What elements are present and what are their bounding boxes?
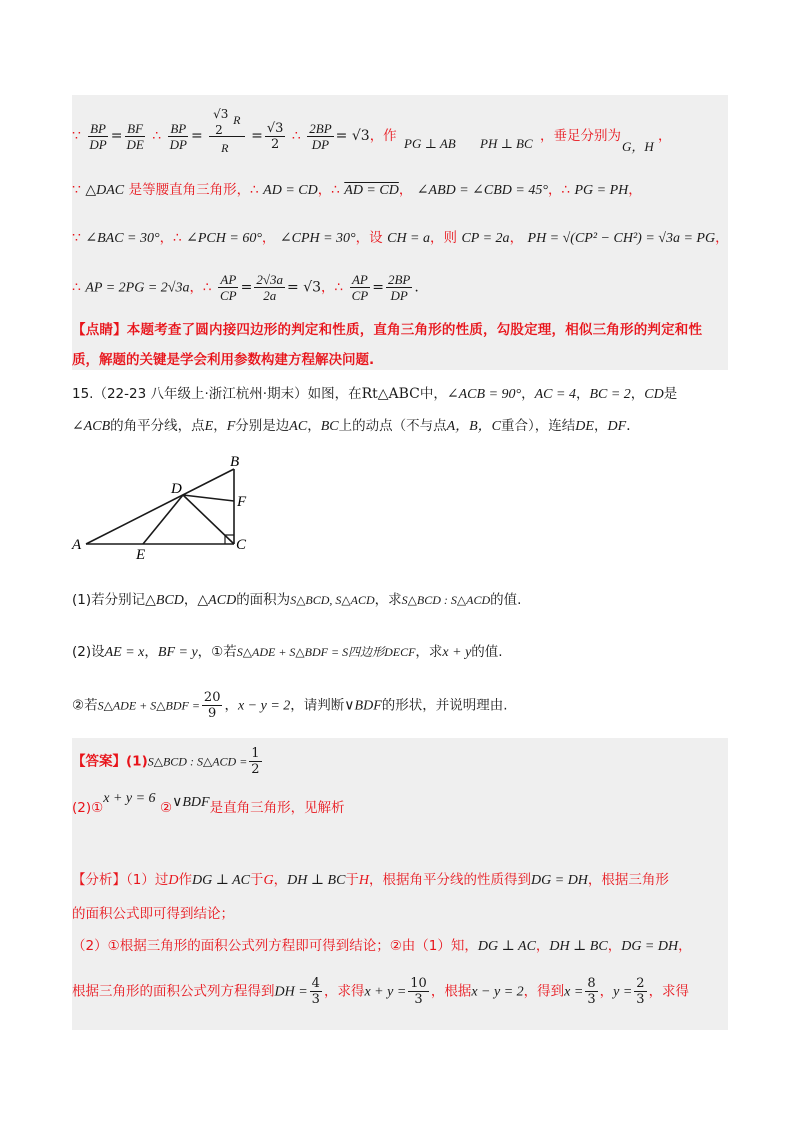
seg-df-line: [183, 495, 234, 501]
area-ratio: S△BCD : S△ACD =: [147, 754, 248, 769]
x-eq: x =: [564, 984, 584, 1000]
points-gh: G，H: [622, 139, 654, 154]
text-foot: ，垂足分别为: [540, 128, 621, 144]
problem-line-1: [72, 384, 677, 405]
text: ②若: [72, 697, 98, 714]
label-b: B: [230, 454, 240, 470]
cd: CD: [644, 387, 664, 402]
solution-line-2: [72, 180, 642, 201]
solution-line-4: ∴ AP = 2PG = 2√3a，∴ $\frac{AP}{CP}$ = $\frac{2√3a}{2a}$ = √3，∴ $\frac{AP}{CP}$ = $\frac{2BP}{DP}$ .: [72, 272, 419, 303]
text-zuo: ，作: [369, 128, 397, 144]
text: ，: [213, 418, 227, 434]
text: ，: [628, 182, 642, 198]
eq-sqrt3: = √3: [335, 128, 370, 144]
ap-eq: AP = 2PG = 2√3a: [85, 280, 190, 296]
cp-eq: CP = 2a: [461, 231, 510, 246]
y-eq: y =: [613, 984, 633, 1000]
text: ，求得: [648, 983, 690, 1000]
frac-den: DP: [169, 136, 187, 152]
r-letter: R: [233, 113, 241, 127]
text: ，∴: [159, 230, 182, 246]
text: 的值.: [471, 644, 503, 660]
text: ，: [535, 938, 550, 954]
angle-cph: ∠CPH = 30°: [279, 231, 356, 246]
text: (2)①: [72, 800, 104, 816]
text: ，: [183, 592, 198, 608]
two: 2: [215, 123, 223, 137]
text: ，∴: [317, 182, 340, 198]
therefore-symbol: ∴: [72, 279, 81, 296]
label-f: F: [237, 494, 247, 510]
text: ，根据三角形: [587, 872, 669, 888]
text: 于: [250, 872, 264, 888]
text: ，: [607, 938, 622, 954]
text: 中，: [419, 386, 447, 402]
point: G: [263, 873, 274, 888]
ch-eq-a: CH = a: [387, 231, 431, 246]
analysis-line-3: [72, 936, 692, 957]
frac-den: 3: [636, 992, 645, 1007]
area-ratio: S△BCD : S△ACD: [401, 593, 491, 607]
text: 的值.: [490, 592, 522, 608]
comment-line-1: 【点睛】本题考查了圆内接四边形的判定和性质，直角三角形的性质，勾股定理，相似三角形的判定和性: [72, 322, 703, 338]
label-d: D: [171, 481, 182, 497]
point-f: F: [226, 419, 236, 434]
analysis-line-2: 的面积公式即可得到结论；: [72, 906, 234, 922]
text: ，设: [355, 230, 383, 246]
analysis-line-1: [72, 870, 669, 891]
point-e: E: [204, 419, 214, 434]
problem-number: 15.（22-23 八年级上·浙江杭州·期末）如图，在: [72, 386, 362, 402]
point: D: [168, 873, 179, 888]
tri-bdf: ∨BDF: [344, 698, 382, 714]
comment-line-2: 质，解题的关键是学会利用参数构建方程解决问题.: [72, 352, 375, 368]
dg-perp-ac: DG ⊥ AC: [477, 939, 536, 954]
frac-num: 2BP: [309, 120, 332, 136]
frac-num: BP: [90, 120, 106, 136]
text: 的形状，并说明理由.: [381, 697, 508, 714]
pg-perp-ab: PG ⊥ AB: [404, 136, 456, 151]
answer-tag: 【答案】(1): [72, 753, 148, 770]
seg-de-line: [143, 495, 183, 544]
frac-num: 8: [587, 976, 596, 991]
text: ，求得: [323, 983, 365, 1000]
text: 上的动点（不与点: [338, 418, 447, 434]
text: ，根据角平分线的性质得到: [369, 872, 532, 888]
text: 【分析】（1）过: [72, 872, 169, 888]
nested-fraction: [207, 107, 251, 155]
bf-eq-y: BF = y: [157, 645, 198, 660]
text: ②: [160, 800, 173, 816]
tri-dac: △DAC: [85, 183, 125, 198]
r-den: R: [221, 141, 229, 155]
ph-perp-bc: PH ⊥ BC: [480, 136, 533, 151]
angle-bac: ∠BAC = 30°: [85, 231, 160, 246]
frac-den: 3: [311, 992, 320, 1007]
x-plus-y-eq: x + y = 6: [103, 791, 156, 806]
tri-bdf: ∨BDF: [172, 795, 210, 810]
side-ac: AC: [289, 419, 308, 434]
text: ，根据: [430, 983, 472, 1000]
text: ，∴: [547, 182, 571, 198]
ph-eq: PH = √(CP² − CH²) = √3a = PG: [527, 231, 716, 246]
dh-eq: DH =: [274, 984, 308, 1000]
text: 是: [663, 386, 678, 402]
frac-den: CP: [351, 288, 369, 303]
frac-den: 3: [414, 992, 423, 1007]
text: ，: [678, 938, 692, 954]
area-sum: S△ADE + S△BDF =: [97, 698, 200, 713]
frac-num: 2BP: [387, 272, 411, 287]
points-abc: A，B，C: [446, 419, 502, 434]
text: 的角平分线，点: [110, 418, 205, 434]
problem-line-2: [72, 416, 631, 437]
solution-line-1: ∵ $\frac{BP}{DP}$ = $\frac{BF}{DE}$ ∴ $\frac{BP}{DP}$ = √3 R 2 R = $\frac{√3}{2}$ ∴ $\frac{2BP}{DP}$ = √3，作: [72, 118, 397, 156]
answer-line-1: [72, 746, 264, 782]
text: 作: [178, 872, 192, 888]
frac-den: 2a: [263, 288, 277, 303]
ae-eq-x: AE = x: [104, 645, 145, 660]
frac-num: 2√3a: [256, 272, 284, 287]
text: 重合），连结: [501, 418, 576, 434]
frac-den: DP: [89, 136, 107, 152]
frac-den: 9: [208, 706, 217, 721]
bc-eq: BC = 2: [589, 387, 631, 402]
frac-num: 2: [636, 976, 645, 991]
side-ab-line: [86, 469, 234, 544]
frac-den: DP: [311, 136, 330, 152]
x-plus-y: x + y: [442, 645, 472, 660]
text: ，求: [415, 644, 443, 660]
text: （2）①根据三角形的面积公式列方程即可得到结论；②由（1）知，: [72, 938, 478, 954]
because-symbol: ∵: [72, 182, 81, 198]
therefore-symbol: ∴: [291, 128, 301, 144]
text: (2)设: [72, 644, 105, 660]
analysis-line-4: [72, 976, 689, 1016]
text: ，请判断: [290, 697, 345, 714]
text: 根据三角形的面积公式列方程得到: [72, 983, 275, 1000]
frac-num: 1: [251, 746, 260, 761]
side-bc: BC: [320, 419, 339, 434]
text: ，: [224, 697, 238, 714]
pg-eq-ph: PG = PH: [574, 183, 629, 198]
ad-eq-cd: AD = CD: [263, 183, 318, 198]
angle-acb: ∠ACB = 90°: [446, 387, 522, 402]
text: ，: [630, 386, 645, 402]
frac-num: AP: [351, 272, 368, 287]
point: H: [358, 873, 370, 888]
frac-num: √3: [266, 120, 284, 136]
text: 是等腰直角三角形，∴: [128, 182, 259, 198]
label-e: E: [136, 547, 146, 563]
seg-df: DF: [607, 419, 627, 434]
answer-line-2: [72, 791, 345, 819]
solution-line-3: [72, 228, 729, 249]
angle-eq: ∠ABD = ∠CBD = 45°: [416, 183, 548, 198]
frac-den: DE: [126, 136, 144, 152]
text: ，: [575, 386, 590, 402]
period: .: [626, 418, 631, 434]
x-minus-y: x − y = 2: [237, 698, 291, 714]
dh-perp-bc: DH ⊥ BC: [549, 939, 608, 954]
label-a: A: [72, 537, 82, 553]
frac-num: 20: [203, 690, 221, 705]
eq-sqrt3: = √3: [287, 279, 322, 296]
frac-den: CP: [220, 288, 237, 303]
x-plus-y-eq: x + y =: [364, 984, 407, 1000]
frac-den: 3: [587, 992, 596, 1007]
tri-acd: △ACD: [197, 593, 237, 608]
because-symbol: ∵: [72, 230, 81, 246]
text: ，: [521, 386, 535, 402]
question-2b: [72, 690, 508, 726]
text: (1)若分别记: [72, 592, 146, 608]
dg-eq-dh: DG = DH: [531, 873, 588, 888]
label-c: C: [236, 537, 247, 553]
text: ，: [273, 872, 288, 888]
angle-pch: ∠PCH = 60°: [186, 231, 262, 246]
text: 是直角三角形，见解析: [209, 800, 345, 816]
text: 于: [345, 872, 359, 888]
arc-eq: AD = CD: [344, 183, 399, 198]
frac-num: AP: [220, 272, 237, 287]
frac-num: 4: [311, 976, 320, 991]
period: .: [414, 279, 419, 296]
text: ，: [593, 418, 608, 434]
text: ，∴: [189, 279, 212, 296]
question-2: [72, 642, 503, 663]
therefore-symbol: ∴: [152, 128, 162, 144]
area-equation: S△ADE + S△BDF = S四边形DECF: [236, 645, 416, 659]
comma: ，: [658, 128, 672, 144]
rt-triangle: Rt△ABC: [361, 386, 420, 402]
frac-num: BF: [127, 120, 144, 136]
text: ，: [599, 983, 614, 1000]
question-1: [72, 590, 521, 611]
area-names: S△BCD, S△ACD: [290, 593, 375, 607]
text: ，则: [430, 230, 458, 246]
text: ，①若: [197, 644, 237, 660]
frac-den: DP: [390, 288, 408, 303]
root3: √3: [213, 107, 229, 121]
text: ，得到: [523, 983, 565, 1000]
text: ，∴: [321, 279, 344, 296]
seg-cd-line: [183, 495, 234, 544]
text: 的面积为: [236, 592, 291, 608]
text: ，: [144, 644, 158, 660]
text: ，求: [374, 592, 402, 608]
text: 分别是边: [235, 418, 290, 434]
dg-eq-dh: DG = DH: [621, 939, 679, 954]
dh-perp-bc: DH ⊥ BC: [287, 873, 346, 888]
frac-den: 2: [251, 762, 260, 777]
frac-den: 2: [271, 136, 280, 152]
text: ，: [715, 230, 729, 246]
angle-acb: ∠ACB: [72, 419, 111, 434]
text: ，: [307, 418, 321, 434]
seg-de: DE: [575, 419, 594, 434]
frac-num: 10: [410, 976, 427, 991]
text: ，: [509, 230, 524, 246]
frac-num: BP: [170, 120, 187, 136]
text: ，: [398, 182, 413, 198]
text: ，: [261, 230, 276, 246]
tri-bcd: △BCD: [145, 593, 184, 608]
dg-perp-ac: DG ⊥ AC: [191, 873, 250, 888]
ac-eq: AC = 4: [534, 387, 576, 402]
x-minus-y-eq: x − y = 2: [471, 984, 524, 1000]
triangle-figure: [68, 452, 268, 572]
because-symbol: ∵: [72, 128, 81, 144]
